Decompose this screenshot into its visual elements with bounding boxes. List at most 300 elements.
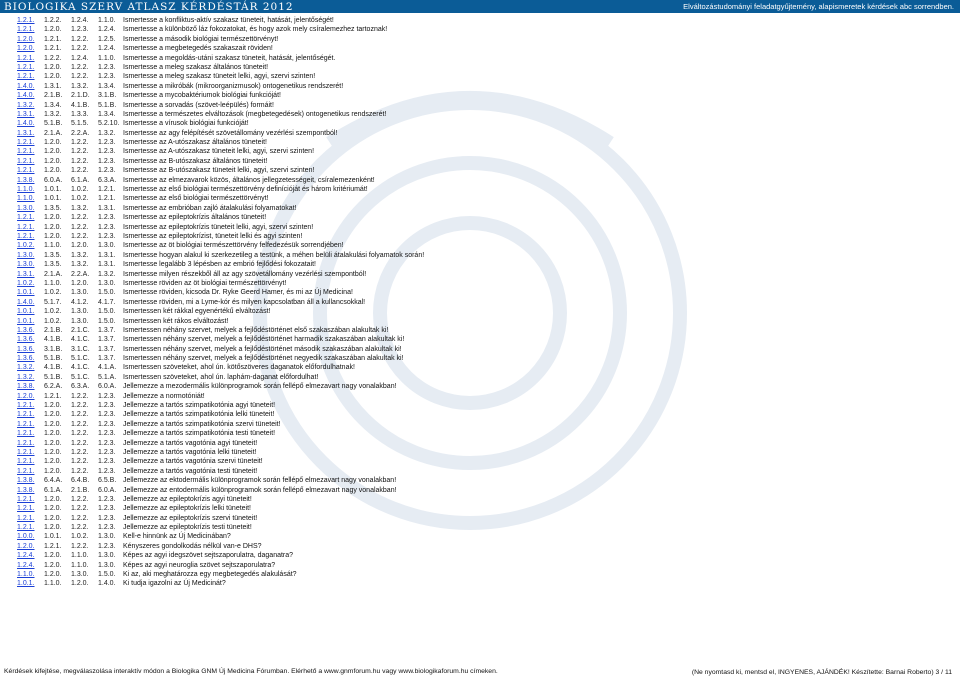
related-code: 1.2.2.	[71, 167, 89, 175]
list-item	[17, 157, 917, 166]
related-code: 1.2.2.	[71, 420, 89, 428]
related-code: 1.2.3.	[98, 139, 116, 147]
list-item	[17, 410, 917, 419]
related-code: 1.1.0.	[44, 242, 62, 250]
related-code: 1.2.2.	[71, 505, 89, 513]
question-code-link[interactable]: 1.0.1.	[17, 289, 35, 297]
related-code: 1.3.7.	[98, 355, 116, 363]
question-code-link[interactable]: 1.4.0.	[17, 82, 35, 90]
question-text: Ismertesse a mikróbák (mikroorganizmusok) ontogenetikus rendszerét!	[123, 82, 344, 90]
related-code: 1.2.4.	[98, 26, 116, 34]
list-item	[17, 495, 917, 504]
list-item	[17, 288, 917, 297]
related-code: 1.2.0.	[44, 223, 62, 231]
list-item	[17, 448, 917, 457]
related-code: 1.2.0.	[44, 514, 62, 522]
related-code: 1.5.0.	[98, 289, 116, 297]
related-code: 6.5.B.	[98, 477, 117, 485]
question-code-link[interactable]: 1.4.0.	[17, 298, 35, 306]
question-code-link[interactable]: 1.2.1.	[17, 439, 35, 447]
related-code: 5.2.10.	[98, 120, 120, 128]
related-code: 1.2.2.	[71, 232, 89, 240]
related-code: 1.3.2.	[71, 251, 89, 259]
list-item	[17, 241, 917, 250]
related-code: 6.4.A.	[44, 477, 63, 485]
related-code: 1.4.0.	[98, 580, 116, 588]
question-text: Ismertesse a meleg szakasz tüneteit lelki, agyi, szervi szinten!	[123, 73, 316, 81]
related-code: 3.1.B.	[98, 92, 117, 100]
related-code: 1.2.3.	[98, 542, 116, 550]
related-code: 1.3.0.	[98, 533, 116, 541]
list-item	[17, 138, 917, 147]
related-code: 1.2.3.	[98, 430, 116, 438]
related-code: 5.1.5.	[71, 120, 89, 128]
question-code-link[interactable]: 1.2.1.	[17, 214, 35, 222]
question-code-link[interactable]: 1.3.0.	[17, 204, 35, 212]
question-code-link[interactable]: 1.2.1.	[17, 26, 35, 34]
question-text: Ki tudja igazolni az Új Medicinát?	[123, 580, 226, 588]
question-code-link[interactable]: 1.4.0.	[17, 120, 35, 128]
question-code-link[interactable]: 1.2.1.	[17, 223, 35, 231]
list-item	[17, 392, 917, 401]
question-text: Ismertesse hogyan alakul ki szerkezetileg a testünk, a méhen belüli átalakulási folyamatok során!	[123, 251, 425, 259]
question-list	[17, 16, 917, 589]
question-text: Ismertesse a konfliktus-aktív szakasz tüneteit, hatását, jelentőségét!	[123, 17, 334, 24]
related-code: 5.1.B.	[98, 101, 117, 109]
related-code: 2.1.B.	[44, 92, 63, 100]
related-code: 1.0.2.	[44, 317, 62, 325]
list-item	[17, 232, 917, 241]
related-code: 1.3.0.	[71, 571, 89, 579]
question-code-link[interactable]: 1.2.1.	[17, 157, 35, 165]
related-code: 1.3.7.	[98, 336, 116, 344]
list-item	[17, 72, 917, 81]
question-text: Ismertesse a természetes elváltozások (megbetegedések) ontogenetikus rendszerét!	[123, 110, 387, 118]
related-code: 1.0.2.	[71, 186, 89, 194]
list-item	[17, 335, 917, 344]
related-code: 1.2.3.	[98, 448, 116, 456]
related-code: 1.3.5.	[44, 204, 62, 212]
question-code-link[interactable]: 1.3.6.	[17, 345, 35, 353]
question-code-link[interactable]: 1.3.0.	[17, 261, 35, 269]
related-code: 1.2.2.	[71, 467, 89, 475]
question-code-link[interactable]: 1.2.1.	[17, 448, 35, 456]
question-code-link[interactable]: 1.3.6.	[17, 355, 35, 363]
list-item	[17, 476, 917, 485]
list-item	[17, 25, 917, 34]
related-code: 1.2.2.	[71, 392, 89, 400]
related-code: 6.4.B.	[71, 477, 90, 485]
question-code-link[interactable]: 1.2.4.	[17, 561, 35, 569]
question-code-link[interactable]: 1.2.1.	[17, 139, 35, 147]
question-text: Ismertesse a különböző láz fokozatokat, és hogy azok mely csíralemezhez tartoznak!	[123, 26, 388, 34]
related-code: 1.2.0.	[44, 439, 62, 447]
question-code-link[interactable]: 1.3.1.	[17, 129, 35, 137]
list-item	[17, 523, 917, 532]
related-code: 1.2.1.	[44, 35, 62, 43]
list-item	[17, 147, 917, 156]
related-code: 1.2.0.	[44, 402, 62, 410]
related-code: 1.2.2.	[71, 514, 89, 522]
question-code-link[interactable]: 1.3.2.	[17, 373, 35, 381]
related-code: 2.1.C.	[71, 326, 90, 334]
related-code: 1.2.3.	[98, 514, 116, 522]
list-item	[17, 570, 917, 579]
question-text: Ismertesse a meleg szakasz általános tüneteit!	[123, 63, 269, 71]
related-code: 1.2.2.	[71, 430, 89, 438]
related-code: 1.2.0.	[44, 26, 62, 34]
list-item	[17, 63, 917, 72]
list-item	[17, 44, 917, 53]
related-code: 1.2.2.	[71, 35, 89, 43]
header-subtitle: Elváltozástudományi feladatgyűjtemény, alapismeretek kérdések abc sorrendben.	[683, 2, 954, 11]
related-code: 1.2.1.	[44, 45, 62, 53]
question-code-link[interactable]: 1.2.0.	[17, 35, 35, 43]
question-text: Ismertesse az epileptokrízis tüneteit lelki, agyi, szervi szinten!	[123, 223, 314, 231]
list-item	[17, 420, 917, 429]
related-code: 1.2.3.	[98, 505, 116, 513]
related-code: 1.2.0.	[44, 63, 62, 71]
question-code-link[interactable]: 1.3.2.	[17, 364, 35, 372]
related-code: 1.3.2.	[44, 110, 62, 118]
question-code-link[interactable]: 1.3.6.	[17, 336, 35, 344]
related-code: 1.2.4.	[98, 45, 116, 53]
question-text: Jellemezze a tartós szimpatikotónia lelki tüneteit!	[123, 411, 275, 419]
related-code: 1.2.3.	[98, 167, 116, 175]
related-code: 5.1.C.	[71, 355, 90, 363]
question-code-link[interactable]: 1.2.1.	[17, 232, 35, 240]
question-code-link[interactable]: 1.2.1.	[17, 458, 35, 466]
list-item	[17, 486, 917, 495]
related-code: 1.3.1.	[44, 82, 62, 90]
related-code: 4.1.B.	[71, 101, 90, 109]
question-text: Jellemezze az epileptokrízis agyi tüneteit!	[123, 495, 252, 503]
question-code-link[interactable]: 1.2.0.	[17, 542, 35, 550]
related-code: 5.1.B.	[44, 355, 63, 363]
related-code: 1.1.0.	[98, 54, 116, 62]
question-code-link[interactable]: 1.2.1.	[17, 495, 35, 503]
question-code-link[interactable]: 1.0.2.	[17, 279, 35, 287]
list-item	[17, 561, 917, 570]
question-code-link[interactable]: 1.3.6.	[17, 326, 35, 334]
related-code: 1.2.2.	[71, 63, 89, 71]
related-code: 1.3.1.	[98, 204, 116, 212]
related-code: 1.2.2.	[71, 148, 89, 156]
related-code: 1.2.3.	[98, 458, 116, 466]
question-text: Képes az agyi neuroglia szövet sejtszaporulatra?	[123, 561, 276, 569]
question-code-link[interactable]: 1.3.8.	[17, 176, 35, 184]
question-code-link[interactable]: 1.0.1.	[17, 580, 35, 588]
question-code-link[interactable]: 1.2.1.	[17, 505, 35, 513]
related-code: 1.2.2.	[71, 402, 89, 410]
question-text: Ismertesse a mycobaktériumok biológiai funkcióját!	[123, 92, 281, 100]
list-item	[17, 213, 917, 222]
question-code-link[interactable]: 1.3.2.	[17, 101, 35, 109]
related-code: 6.1.A.	[71, 176, 90, 184]
question-code-link[interactable]: 1.2.1.	[17, 148, 35, 156]
related-code: 1.3.0.	[98, 552, 116, 560]
question-code-link[interactable]: 1.1.0.	[17, 186, 35, 194]
related-code: 1.0.2.	[44, 289, 62, 297]
related-code: 4.1.B.	[44, 364, 63, 372]
related-code: 1.2.0.	[44, 571, 62, 579]
related-code: 1.2.3.	[71, 26, 89, 34]
question-code-link[interactable]: 1.2.1.	[17, 467, 35, 475]
related-code: 1.2.0.	[44, 232, 62, 240]
related-code: 1.2.0.	[44, 139, 62, 147]
list-item	[17, 326, 917, 335]
question-text: Ki az, aki meghatározza egy megbetegedés alakulását?	[123, 571, 297, 579]
related-code: 1.2.1.	[44, 392, 62, 400]
related-code: 2.2.A.	[71, 129, 90, 137]
related-code: 1.2.0.	[44, 495, 62, 503]
related-code: 1.1.0.	[71, 561, 89, 569]
related-code: 3.1.C.	[71, 345, 90, 353]
related-code: 1.2.0.	[44, 458, 62, 466]
question-text: Kell-e hinnünk az Új Medicinában?	[123, 533, 231, 541]
related-code: 1.2.0.	[44, 561, 62, 569]
related-code: 1.5.0.	[98, 317, 116, 325]
related-code: 1.2.0.	[44, 167, 62, 175]
question-text: Ismertesse röviden, kicsoda Dr. Ryke Geerd Hamer, és mi az Új Medicina!	[123, 289, 353, 297]
related-code: 1.2.3.	[98, 157, 116, 165]
related-code: 1.3.2.	[98, 270, 116, 278]
header-bar	[0, 0, 960, 13]
related-code: 5.1.B.	[44, 120, 63, 128]
question-text: Kényszeres gondolkodás nélkül van-e DHS?	[123, 542, 262, 550]
question-text: Ismertesse a megoldás-utáni szakasz tüneteit, hatását, jelentőségét.	[123, 54, 336, 62]
related-code: 1.2.3.	[98, 439, 116, 447]
related-code: 6.0.A.	[44, 176, 63, 184]
list-item	[17, 251, 917, 260]
question-text: Ismertesse az epileptokrízist, tüneteit lelki és agyi szinten!	[123, 232, 303, 240]
related-code: 1.2.3.	[98, 402, 116, 410]
question-code-link[interactable]: 1.3.1.	[17, 270, 35, 278]
list-item	[17, 504, 917, 513]
question-code-link[interactable]: 1.0.2.	[17, 242, 35, 250]
list-item	[17, 119, 917, 128]
question-code-link[interactable]: 1.3.8.	[17, 486, 35, 494]
related-code: 1.2.0.	[44, 467, 62, 475]
question-code-link[interactable]: 1.3.8.	[17, 477, 35, 485]
list-item	[17, 101, 917, 110]
related-code: 1.3.1.	[98, 251, 116, 259]
related-code: 5.1.C.	[71, 373, 90, 381]
question-text: Ismertesse a sorvadás (szövet-leépülés) formáit!	[123, 101, 274, 109]
related-code: 1.2.3.	[98, 495, 116, 503]
related-code: 1.2.3.	[98, 223, 116, 231]
question-text: Ismertessen két rákos elváltozást!	[123, 317, 229, 325]
list-item	[17, 91, 917, 100]
related-code: 1.2.0.	[44, 420, 62, 428]
question-text: Ismertesse az A-utószakasz általános tüneteit!	[123, 139, 267, 147]
question-text: Ismertessen néhány szervet, melyek a fejlődéstörténet első szakaszában alakultak ki!	[123, 326, 389, 334]
related-code: 2.1.D.	[71, 92, 90, 100]
list-item	[17, 542, 917, 551]
question-code-link[interactable]: 1.2.1.	[17, 514, 35, 522]
list-item	[17, 429, 917, 438]
related-code: 1.3.0.	[98, 561, 116, 569]
question-code-link[interactable]: 1.2.1.	[17, 524, 35, 532]
question-text: Ismertesse legalább 3 lépésben az embrió fejlődési fokozatait!	[123, 261, 316, 269]
list-item	[17, 532, 917, 541]
list-item	[17, 514, 917, 523]
related-code: 4.1.C.	[71, 336, 90, 344]
related-code: 1.1.0.	[44, 580, 62, 588]
question-text: Ismertessen szöveteket, ahol ún. kötőszöveres daganatok előfordulhatnak!	[123, 364, 355, 372]
list-item	[17, 579, 917, 588]
question-code-link[interactable]: 1.1.0.	[17, 571, 35, 579]
question-code-link[interactable]: 1.3.8.	[17, 383, 35, 391]
related-code: 1.2.3.	[98, 411, 116, 419]
list-item	[17, 129, 917, 138]
related-code: 1.2.0.	[44, 448, 62, 456]
related-code: 1.1.0.	[98, 17, 116, 24]
related-code: 4.1.7.	[98, 298, 116, 306]
related-code: 1.2.2.	[71, 223, 89, 231]
list-item	[17, 307, 917, 316]
related-code: 1.2.3.	[98, 148, 116, 156]
question-text: Ismertesse az epileptokrízis általános tüneteit!	[123, 214, 267, 222]
question-code-link[interactable]: 1.0.0.	[17, 533, 35, 541]
related-code: 1.3.4.	[98, 82, 116, 90]
question-code-link[interactable]: 1.4.0.	[17, 92, 35, 100]
question-code-link[interactable]: 1.2.1.	[17, 54, 35, 62]
question-code-link[interactable]: 1.2.1.	[17, 167, 35, 175]
question-code-link[interactable]: 1.2.1.	[17, 73, 35, 81]
footer-note: Kérdések kifejtése, megválaszolása interaktív módon a Biologika GNM Új Medicina Fórumban. Elérhető a www.gnmforum.hu vagy www.biologikaforum.hu címeken.	[4, 668, 498, 675]
related-code: 1.2.2.	[71, 157, 89, 165]
question-code-link[interactable]: 1.2.1.	[17, 402, 35, 410]
question-code-link[interactable]: 1.2.0.	[17, 392, 35, 400]
list-item	[17, 110, 917, 119]
list-item	[17, 279, 917, 288]
related-code: 1.2.2.	[44, 54, 62, 62]
list-item	[17, 363, 917, 372]
related-code: 1.3.4.	[44, 101, 62, 109]
related-code: 1.2.2.	[71, 458, 89, 466]
related-code: 1.1.0.	[71, 552, 89, 560]
related-code: 6.3.A.	[71, 383, 90, 391]
question-code-link[interactable]: 1.3.0.	[17, 251, 35, 259]
list-item	[17, 166, 917, 175]
related-code: 6.1.A.	[44, 486, 63, 494]
list-item	[17, 439, 917, 448]
list-item	[17, 298, 917, 307]
footer	[0, 667, 960, 678]
related-code: 1.2.1.	[44, 542, 62, 550]
related-code: 1.2.0.	[44, 73, 62, 81]
related-code: 1.3.0.	[71, 317, 89, 325]
question-code-link[interactable]: 1.2.1.	[17, 411, 35, 419]
related-code: 1.2.2.	[71, 542, 89, 550]
question-text: Ismertesse az öt biológiai természettörvény felfedezésük sorrendjében!	[123, 242, 344, 250]
question-code-link[interactable]: 1.2.1.	[17, 430, 35, 438]
related-code: 1.2.5.	[98, 35, 116, 43]
related-code: 1.2.3.	[98, 73, 116, 81]
related-code: 1.2.0.	[44, 505, 62, 513]
related-code: 1.3.2.	[71, 82, 89, 90]
question-code-link[interactable]: 1.1.0.	[17, 195, 35, 203]
question-text: Ismertessen néhány szervet, melyek a fejlődéstörténet harmadik szakaszában alakultak ki!	[123, 336, 405, 344]
related-code: 1.3.4.	[98, 110, 116, 118]
related-code: 1.2.0.	[44, 157, 62, 165]
related-code: 1.2.2.	[71, 448, 89, 456]
related-code: 1.3.2.	[71, 261, 89, 269]
question-code-link[interactable]: 1.2.4.	[17, 552, 35, 560]
related-code: 1.2.4.	[71, 17, 89, 24]
related-code: 1.2.1.	[98, 195, 116, 203]
question-text: Képes az agyi idegszövet sejtszaporulatra, daganatra?	[123, 552, 294, 560]
related-code: 1.1.0.	[44, 279, 62, 287]
question-code-link[interactable]: 1.2.1.	[17, 420, 35, 428]
related-code: 4.1.A.	[98, 364, 117, 372]
list-item	[17, 373, 917, 382]
related-code: 1.2.1.	[98, 186, 116, 194]
related-code: 1.2.0.	[44, 411, 62, 419]
list-item	[17, 457, 917, 466]
related-code: 1.2.2.	[71, 495, 89, 503]
question-text: Ismertesse röviden az öt biológiai természettörvényt!	[123, 279, 287, 287]
list-item	[17, 401, 917, 410]
related-code: 1.2.3.	[98, 392, 116, 400]
related-code: 1.3.5.	[44, 261, 62, 269]
question-text: Jellemezze a tartós szimpatikotónia testi tüneteit!	[123, 430, 276, 438]
related-code: 1.2.0.	[44, 430, 62, 438]
list-item	[17, 16, 917, 25]
list-item	[17, 354, 917, 363]
related-code: 2.1.B.	[71, 486, 90, 494]
list-item	[17, 467, 917, 476]
question-text: Ismertessen néhány szervet, melyek a fejlődéstörténet negyedik szakaszában alakultak ki!	[123, 355, 404, 363]
question-code-link[interactable]: 1.0.1.	[17, 308, 35, 316]
related-code: 1.2.0.	[71, 580, 89, 588]
related-code: 1.5.0.	[98, 571, 116, 579]
related-code: 1.0.1.	[44, 195, 62, 203]
related-code: 1.2.0.	[44, 552, 62, 560]
related-code: 1.3.0.	[71, 289, 89, 297]
list-item	[17, 223, 917, 232]
related-code: 1.2.2.	[44, 17, 62, 24]
question-code-link[interactable]: 1.3.1.	[17, 110, 35, 118]
question-text: Jellemezze a tartós szimpatikotónia szervi tüneteit!	[123, 420, 281, 428]
footer-credit: (Ne nyomtasd ki, mentsd el, INGYENES, AJÁNDÉK! Készítette: Barnai Roberto) 3 / 11	[691, 669, 952, 676]
list-item	[17, 54, 917, 63]
list-item	[17, 260, 917, 269]
related-code: 1.2.0.	[44, 524, 62, 532]
related-code: 4.1.2.	[71, 298, 89, 306]
question-code-link[interactable]: 1.0.1.	[17, 317, 35, 325]
related-code: 5.1.7.	[44, 298, 62, 306]
related-code: 1.3.3.	[71, 110, 89, 118]
question-text: Ismertesse a vírusok biológiai funkcióját!	[123, 120, 249, 128]
related-code: 1.3.2.	[71, 204, 89, 212]
question-code-link[interactable]: 1.2.1.	[17, 17, 35, 24]
list-item	[17, 194, 917, 203]
question-text: Jellemezze az epileptokrízis lelki tüneteit!	[123, 505, 252, 513]
question-code-link[interactable]: 1.2.1.	[17, 63, 35, 71]
related-code: 2.1.A.	[44, 270, 63, 278]
related-code: 1.2.3.	[98, 232, 116, 240]
related-code: 1.2.4.	[71, 54, 89, 62]
question-text: Ismertesse a második biológiai természettörvényt!	[123, 35, 279, 43]
related-code: 5.1.A.	[98, 373, 117, 381]
question-text: Ismertesse az első biológiai természettörvényt!	[123, 195, 269, 203]
related-code: 1.0.2.	[44, 308, 62, 316]
question-text: Ismertesse az agy felépítését szövetállomány vezérlési szempontból!	[123, 129, 338, 137]
related-code: 6.2.A.	[44, 383, 63, 391]
question-code-link[interactable]: 1.2.0.	[17, 45, 35, 53]
